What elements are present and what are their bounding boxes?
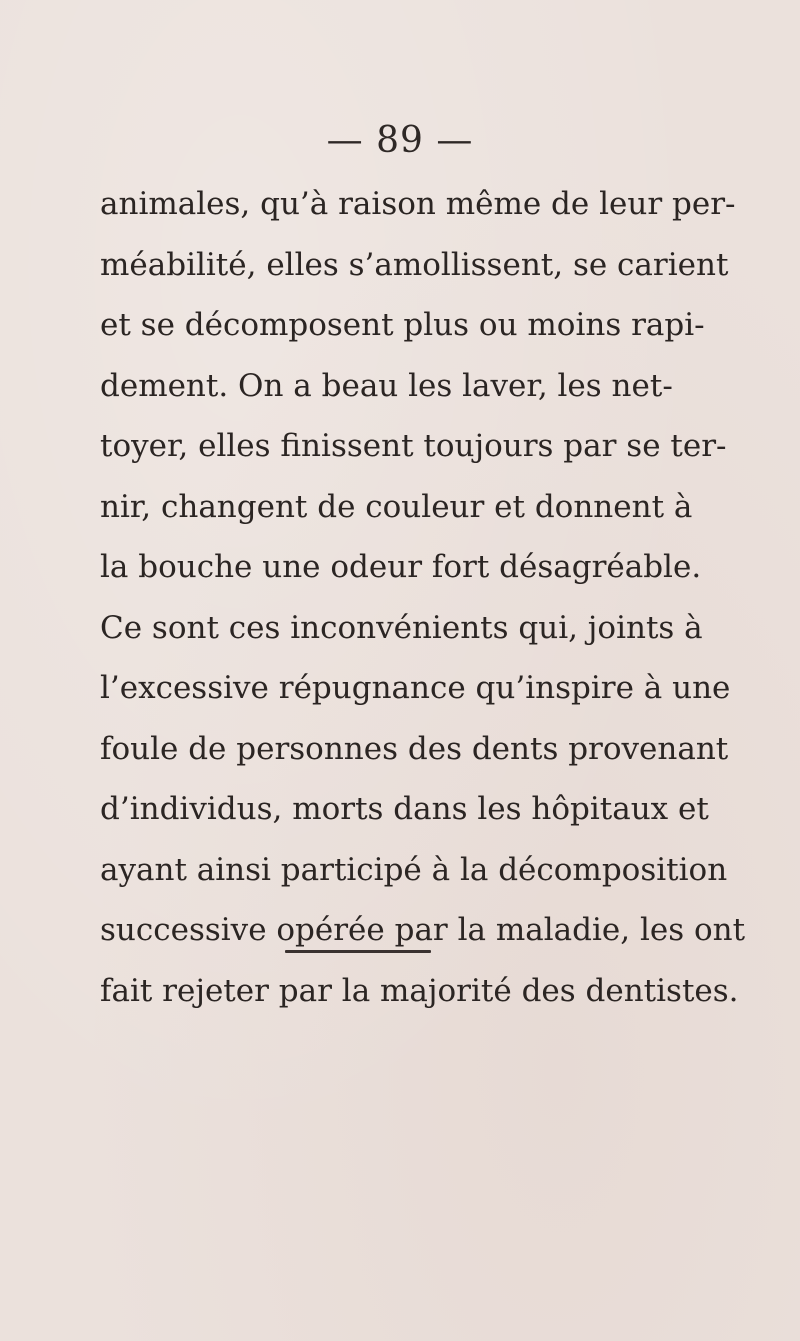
text-line: l’excessive répugnance qu’inspire à une xyxy=(100,670,731,706)
text-line: dement. On a beau les laver, les net- xyxy=(100,367,673,404)
text-line: la bouche une odeur fort désagréable. xyxy=(100,549,702,585)
section-divider-rule xyxy=(285,950,431,953)
text-line: d’individus, morts dans les hôpitaux et xyxy=(100,791,709,827)
text-line: successive opérée par la maladie, les ont xyxy=(100,912,746,948)
text-line: animales, qu’à raison même de leur per- xyxy=(100,186,736,222)
text-line: Ce sont ces inconvénients qui, joints à xyxy=(100,609,703,646)
text-line: foule de personnes des dents provenant xyxy=(100,730,729,767)
text-line: ayant ainsi participé à la décomposition xyxy=(100,851,728,888)
text-line: toyer, elles finissent toujours par se ter- xyxy=(100,428,727,464)
text-line: et se décomposent plus ou moins rapi- xyxy=(100,307,705,343)
page-number-header: — 89 — xyxy=(326,120,474,161)
text-line: nir, changent de couleur et donnent à xyxy=(100,488,693,525)
text-line: méabilité, elles s’amollissent, se carient xyxy=(100,246,729,283)
body-text xyxy=(100,182,746,1029)
text-line-last: fait rejeter par la majorité des dentistes. xyxy=(100,972,739,1009)
